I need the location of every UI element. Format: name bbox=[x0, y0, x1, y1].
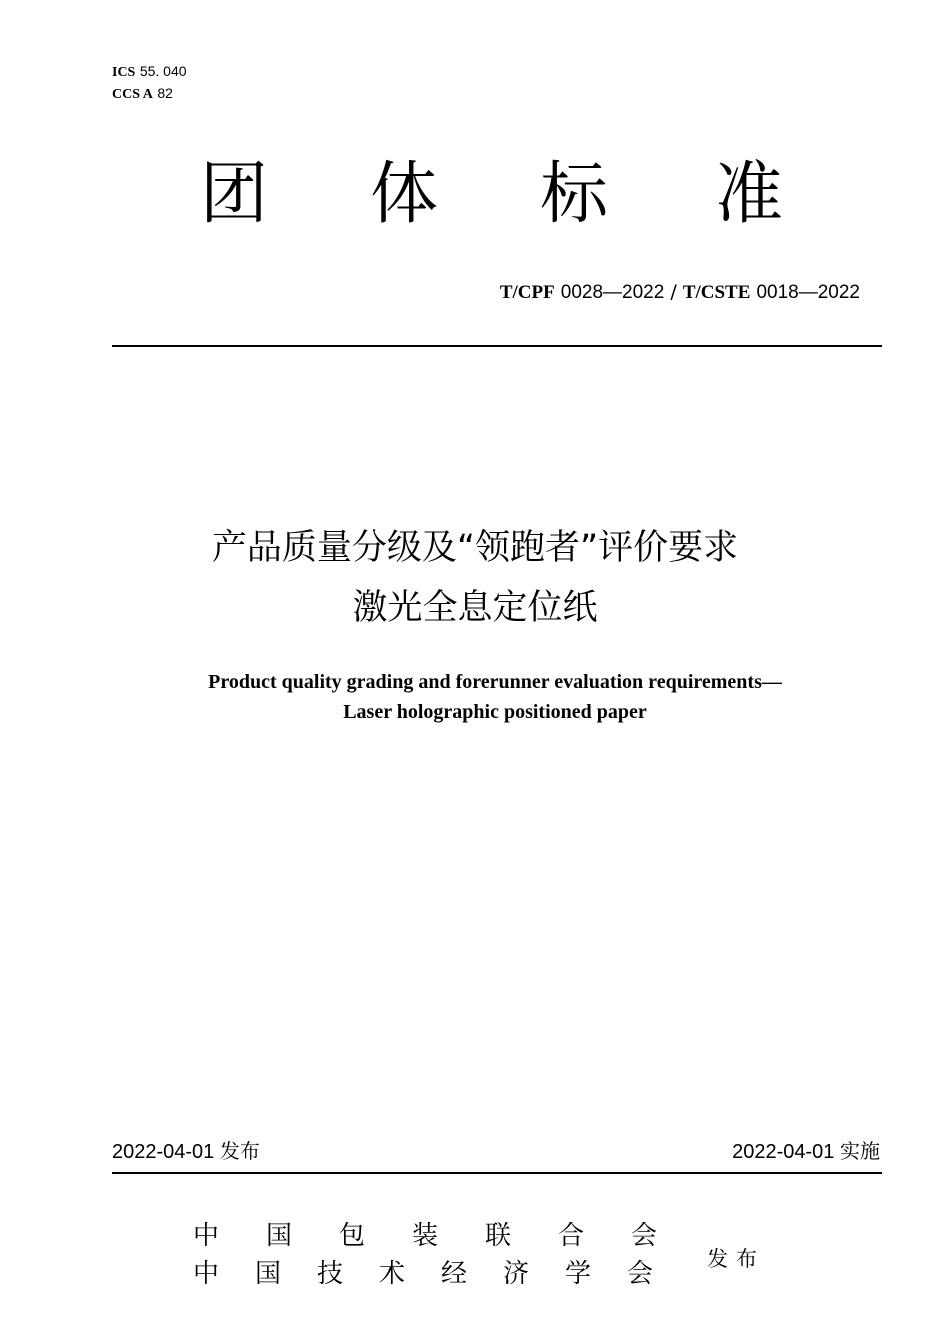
standard-number bbox=[500, 280, 860, 305]
ics-value: 55. 040 bbox=[139, 63, 187, 79]
publisher-char: 中 bbox=[193, 1221, 220, 1251]
title-cn-line-1: 产品质量分级及“领跑者”评价要求 bbox=[211, 528, 739, 568]
publisher-char: 合 bbox=[558, 1221, 585, 1251]
doc-type-char: 体 bbox=[370, 155, 439, 234]
document-type-heading bbox=[0, 150, 950, 240]
ccs-label: CCS A bbox=[112, 87, 153, 102]
implement-date: 2022-04-01 实施 bbox=[732, 1141, 880, 1163]
publisher-char: 包 bbox=[339, 1221, 366, 1251]
publish-action-label: 发布 bbox=[707, 1247, 765, 1271]
publisher-org-2 bbox=[193, 1257, 667, 1291]
doc-type-char: 团 bbox=[200, 155, 269, 234]
ics-code bbox=[112, 61, 187, 83]
publisher-char: 中 bbox=[193, 1259, 220, 1289]
doc-type-char: 准 bbox=[715, 155, 784, 234]
publisher-char: 会 bbox=[627, 1259, 654, 1289]
publisher-char: 济 bbox=[503, 1259, 530, 1289]
title-en-line-2: Laser holographic positioned paper bbox=[343, 701, 647, 723]
std-prefix-2: T/CSTE bbox=[682, 282, 751, 303]
publisher-char: 学 bbox=[565, 1259, 592, 1289]
ccs-value: 82 bbox=[157, 85, 173, 101]
publish-date: 2022-04-01 发布 bbox=[112, 1141, 260, 1163]
publisher-char: 技 bbox=[317, 1259, 344, 1289]
publisher-org-1 bbox=[193, 1219, 704, 1253]
publisher-char: 会 bbox=[631, 1221, 658, 1251]
publisher-char: 国 bbox=[266, 1221, 293, 1251]
title-cn-line-2: 激光全息定位纸 bbox=[352, 588, 598, 628]
doc-type-char: 标 bbox=[540, 155, 609, 234]
std-separator: / bbox=[664, 281, 683, 303]
std-number-2: 0018—2022 bbox=[756, 282, 860, 303]
std-prefix-1: T/CPF bbox=[499, 282, 555, 303]
publisher-char: 联 bbox=[485, 1221, 512, 1251]
publisher-char: 装 bbox=[412, 1221, 439, 1251]
title-en-line-1: Product quality grading and forerunner evaluation requirements— bbox=[208, 671, 782, 693]
footer-divider bbox=[112, 1172, 882, 1174]
header-divider bbox=[112, 345, 882, 347]
std-number-1: 0028—2022 bbox=[560, 282, 665, 303]
ccs-code bbox=[112, 83, 173, 105]
publisher-char: 国 bbox=[255, 1259, 282, 1289]
publisher-char: 经 bbox=[441, 1259, 468, 1289]
ics-label: ICS bbox=[112, 65, 136, 80]
publisher-char: 术 bbox=[379, 1259, 406, 1289]
